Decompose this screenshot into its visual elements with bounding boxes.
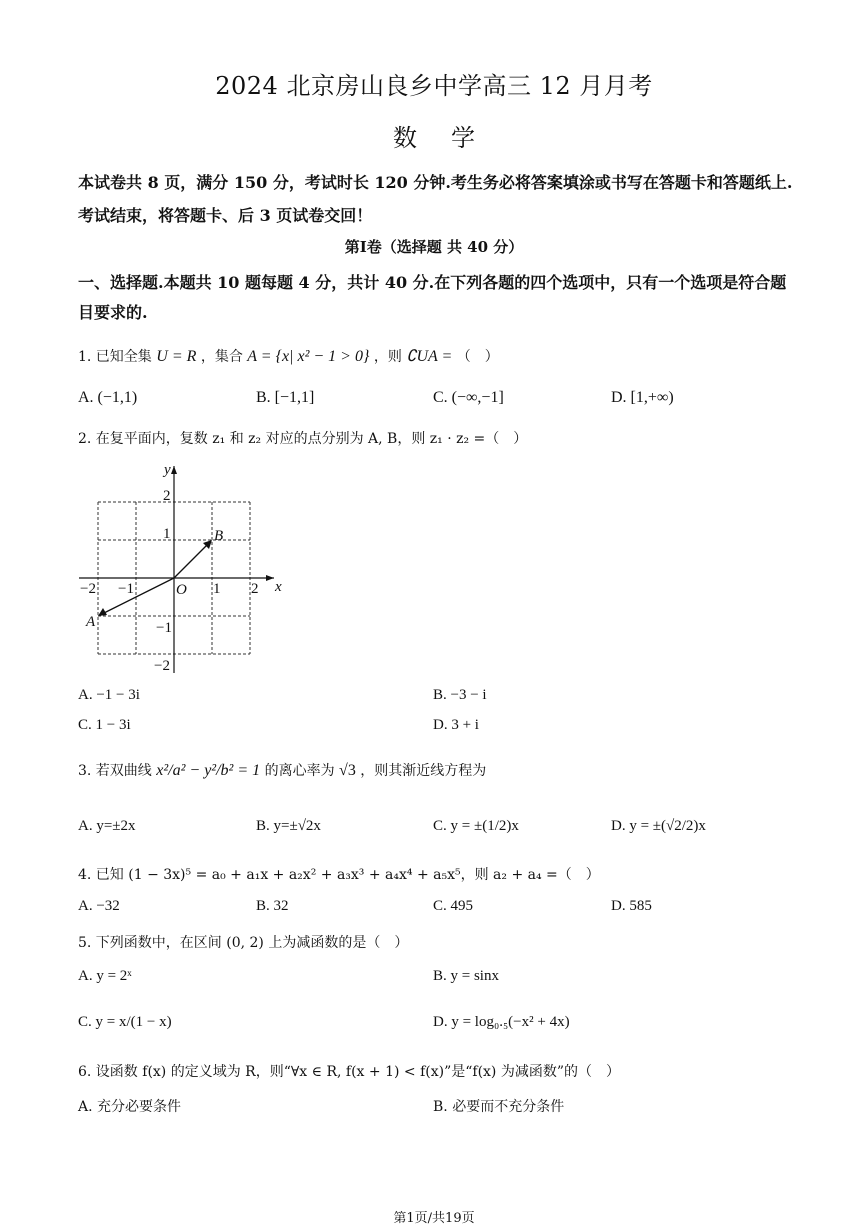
- q6-option-a: A. 充分必要条件: [78, 1099, 182, 1115]
- x-axis-arrow-icon: [266, 575, 274, 581]
- question-3: [78, 760, 486, 780]
- q3-prefix: 3. 若双曲线: [78, 763, 152, 779]
- q4-option-d: D. 585: [611, 898, 652, 914]
- q1-prefix: 1. 已知全集: [78, 349, 152, 365]
- exam-instructions: 本试卷共 8 页，满分 150 分，考试时长 120 分钟.考生务必将答案填涂或书写在答题卡和答题纸上.考试结束，将答题卡、后 3 页试卷交回！: [78, 173, 793, 225]
- x-tick-1: 1: [213, 581, 221, 597]
- section-heading: 一、选择题.本题共 10 题每题 4 分，共计 40 分.在下列各题的四个选项中，只有一个选项是符合题目要求的.: [78, 273, 787, 322]
- point-b-label: B: [214, 528, 224, 544]
- y-tick-1: 1: [163, 526, 171, 542]
- q1-mid1: ，集合: [200, 349, 243, 365]
- q2-option-c: C. 1 − 3i: [78, 717, 131, 733]
- x-tick-neg2: −2: [80, 581, 96, 597]
- q3-eccentricity: √3: [339, 762, 356, 779]
- q4-option-a: A. −32: [78, 898, 120, 914]
- q1-option-c: C. (−∞,−1]: [433, 389, 504, 406]
- q3-option-a: A. y=±2x: [78, 818, 136, 834]
- q1-mid2: ，则: [373, 349, 402, 365]
- y-tick-neg2: −2: [154, 658, 170, 674]
- page-footer: 第1页/共19页: [393, 1211, 475, 1226]
- question-6: 6. 设函数 f(x) 的定义域为 R，则“∀x ∈ R, f(x + 1) < f(x)”是“f(x) 为减函数”的（ ）: [78, 1064, 620, 1080]
- q2-option-a: A. −1 − 3i: [78, 687, 140, 703]
- q5-option-b: B. y = sinx: [433, 968, 499, 984]
- q4-option-b: B. 32: [256, 898, 289, 914]
- x-axis-label: x: [275, 579, 282, 595]
- q2-option-b: B. −3 − i: [433, 687, 487, 703]
- q1-option-b: B. [−1,1]: [256, 389, 315, 406]
- question-1: [78, 346, 499, 366]
- q1-universal-set: U = R: [156, 348, 197, 365]
- q3-option-c: C. y = ±(1/2)x: [433, 818, 519, 834]
- q6-option-b: B. 必要而不充分条件: [433, 1099, 565, 1115]
- question-4: 4. 已知 (1 − 3x)⁵ = a₀ + a₁x + a₂x² + a₃x³ + a₄x⁴ + a₅x⁵，则 a₂ + a₄ =（ ）: [78, 867, 600, 883]
- q5-option-d: D. y = log₀.₅(−x² + 4x): [433, 1014, 570, 1030]
- q3-option-d: D. y = ±(√2/2)x: [611, 818, 706, 834]
- vector-ob: [174, 542, 210, 578]
- q3-mid: 的离心率为: [264, 763, 335, 779]
- y-tick-neg1: −1: [156, 620, 172, 636]
- q5-option-a: A. y = 2ˣ: [78, 968, 132, 984]
- question-5: 5. 下列函数中，在区间 (0, 2) 上为减函数的是（ ）: [78, 935, 409, 951]
- q5-option-c: C. y = x/(1 − x): [78, 1014, 172, 1030]
- origin-label: O: [176, 582, 187, 598]
- y-axis-arrow-icon: [171, 466, 177, 474]
- q3-option-b: B. y=±√2x: [256, 818, 321, 834]
- y-axis-label: y: [164, 462, 171, 478]
- vector-oa: [100, 578, 174, 615]
- x-tick-2: 2: [251, 581, 259, 597]
- q3-hyperbola-equation: x²/a² − y²/b² = 1: [156, 762, 261, 779]
- q3-tail: ，则其渐近线方程为: [360, 763, 487, 779]
- q2-option-d: D. 3 + i: [433, 717, 479, 733]
- exam-subject: 数学: [393, 124, 509, 152]
- y-tick-2: 2: [163, 488, 171, 504]
- volume-heading: 第Ⅰ卷（选择题 共 40 分）: [344, 238, 524, 256]
- q1-set-a: A = {x| x² − 1 > 0}: [247, 348, 370, 365]
- q1-tail: （ ）: [456, 349, 499, 365]
- complex-plane-graph: [74, 458, 294, 678]
- x-tick-neg1: −1: [118, 581, 134, 597]
- q1-complement: ∁UA =: [406, 348, 453, 365]
- q4-option-c: C. 495: [433, 898, 474, 914]
- exam-title: 2024 北京房山良乡中学高三 12 月月考: [215, 72, 653, 100]
- question-2: 2. 在复平面内，复数 z₁ 和 z₂ 对应的点分别为 A, B，则 z₁ · z₂ =（ ）: [78, 431, 528, 447]
- q1-option-a: A. (−1,1): [78, 389, 138, 406]
- q1-option-d: D. [1,+∞): [611, 389, 674, 406]
- point-a-label: A: [86, 614, 96, 630]
